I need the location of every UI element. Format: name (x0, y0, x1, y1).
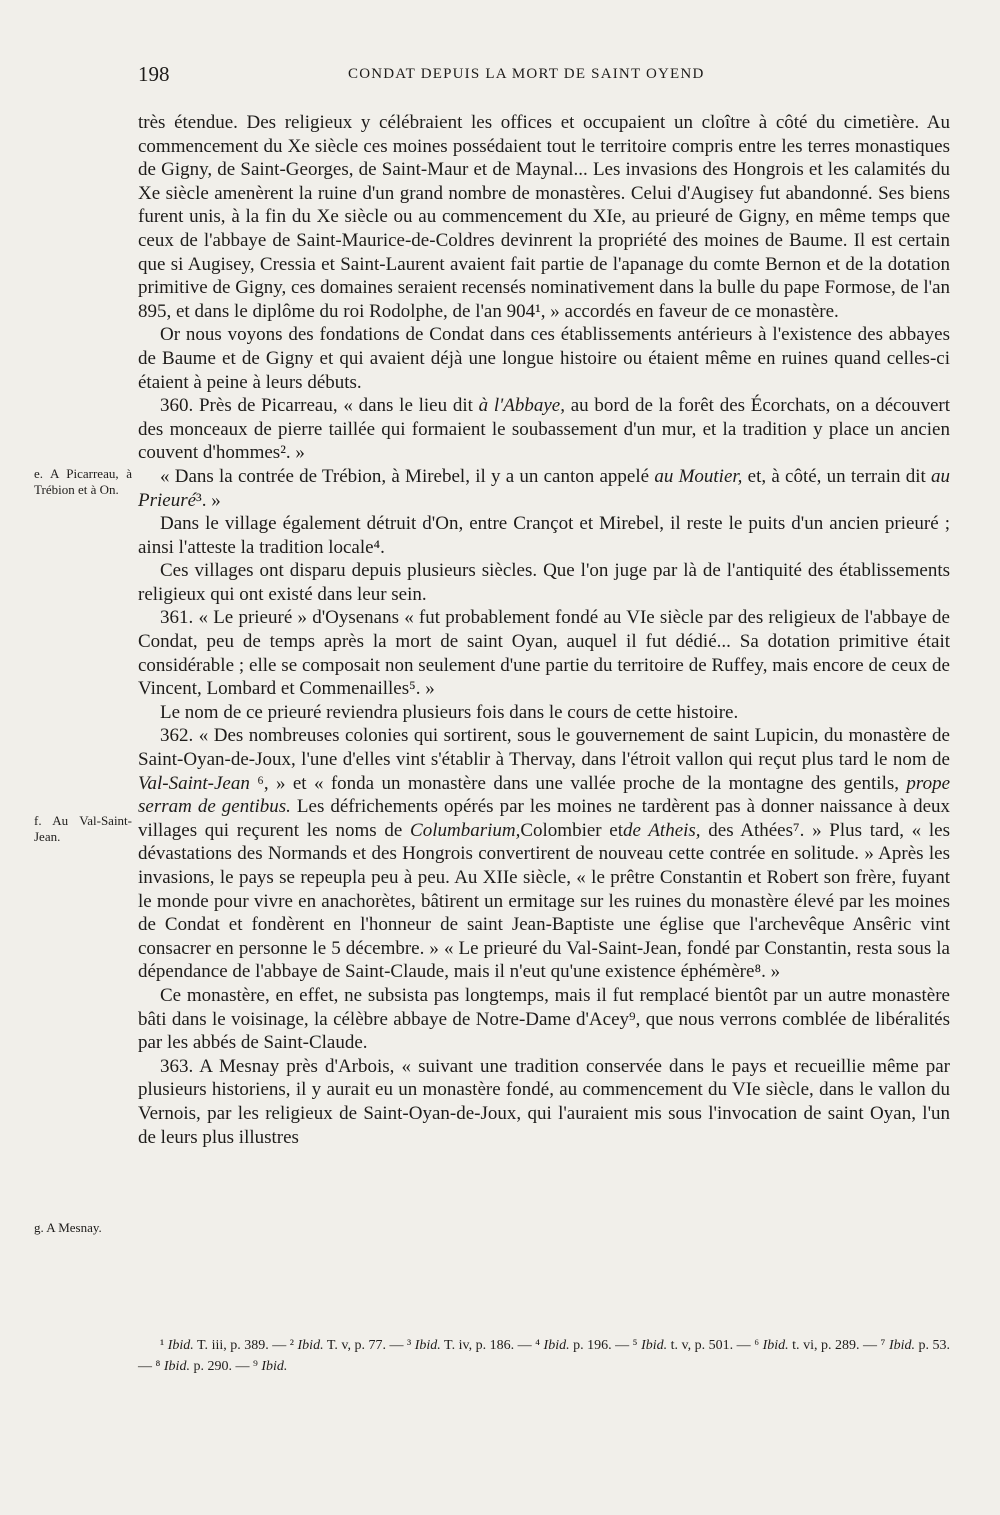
footnotes (138, 1335, 950, 1377)
running-title: CONDAT DEPUIS LA MORT DE SAINT OYEND (348, 66, 705, 82)
paragraph: Ces villages ont disparu depuis plusieurs siècles. Que l'on juge par là de l'antiquité des établissements religieux qui ont existé dans leur sein. (138, 560, 950, 605)
footnote-ibid: Ibid. (641, 1338, 668, 1353)
paragraph: Ce monastère, en effet, ne subsista pas longtemps, mais il fut remplacé bientôt par un autre monastère bâti dans le voisinage, la célèbre abbaye de Notre-Dame d'Acey⁹, que nous verrons comblée de libéralités par les abbés de Saint-Claude. (138, 984, 950, 1054)
italic-text: de Atheis, (623, 819, 701, 841)
page-header (138, 62, 958, 88)
italic-text: Columbarium, (410, 819, 521, 841)
text-run: Les défrichements opérés par les moines ne tardèrent pas à donner naissance à deux villages qui reçurent les noms de (138, 796, 950, 841)
footnote-ibid: Ibid. (163, 1359, 190, 1374)
footnote-number: ⁴ (535, 1338, 544, 1353)
italic-text: au Moutier, (654, 465, 743, 487)
footnote-ref: T. iv, p. 186. — (440, 1338, 536, 1353)
page-number: 198 (138, 62, 170, 86)
paragraph: Or nous voyons des fondations de Condat dans ces établissements antérieurs à l'existence des abbayes de Baume et de Gigny et qui avaient déjà une longue histoire ou étaient même en ruines quand celles-ci étaient à peine à leurs débuts. (138, 324, 950, 393)
footnote-number: ¹ (160, 1338, 168, 1353)
footnote-ibid: Ibid. (762, 1338, 789, 1353)
footnote-number: ⁹ (252, 1359, 262, 1374)
paragraph: Dans le village également détruit d'On, entre Crançot et Mirebel, il reste le puits d'un ancien prieuré ; ainsi l'atteste la tradition locale⁴. (138, 513, 950, 558)
italic-text: au Prieuré (138, 465, 950, 511)
paragraph-360 (138, 394, 950, 465)
paragraph (138, 465, 950, 512)
paragraph-363: 363. A Mesnay près d'Arbois, « suivant une tradition conservée dans le pays et recueillie même par plusieurs historiens, il y aurait eu un monastère fondé, au commencement du VIe siècle, dans le vallon du Vernois, par les religieux de Saint-Oyan-de-Joux, qui l'auraient mis sous l'invocation de saint Oyan, l'un de leurs plus illustres (138, 1055, 950, 1148)
footnote-number: ⁶ (754, 1338, 763, 1353)
footnote-ref: t. vi, p. 289. — (788, 1338, 881, 1353)
text-run: 360. Près de Picarreau, « dans le lieu dit (160, 395, 479, 417)
margin-note-val-saint-jean: f. Au Val-Saint-Jean. (34, 813, 132, 844)
text-run: ⁶, » et « fonda un monastère dans une vallée proche de la montagne des gentils, (249, 772, 907, 794)
margin-note-picarreau: e. A Picarreau, à Trébion et à On. (34, 466, 132, 497)
footnote-number: ³ (407, 1338, 415, 1353)
text-run: « Dans la contrée de Trébion, à Mirebel, il y a un canton appelé (160, 465, 655, 487)
footnote-ibid: Ibid. (297, 1338, 324, 1353)
footnote-ibid: Ibid. (414, 1338, 441, 1353)
text-run: et, à côté, un terrain dit (742, 465, 931, 487)
footnote-ref: p. 53. — (138, 1338, 951, 1374)
italic-text: prope serram de gentibus. (138, 772, 950, 818)
footnote-ibid: Ibid. (543, 1338, 570, 1353)
footnote-ref: T. iii, p. 389. — (193, 1338, 290, 1353)
paragraph: Le nom de ce prieuré reviendra plusieurs fois dans le cours de cette histoire. (160, 701, 739, 723)
footnote-ref: p. 196. — (569, 1338, 633, 1353)
footnote-ibid: Ibid. (167, 1338, 194, 1353)
footnote-ibid: Ibid. (261, 1359, 288, 1374)
body-text (138, 111, 950, 1149)
text-run: 362. « Des nombreuses colonies qui sortirent, sous le gouvernement de saint Lupicin, du monastère de Saint-Oyan-de-Joux, l'une d'elles vint s'établir à Thervay, dans l'étroit vallon qui reçut plus tard le nom de (138, 725, 950, 771)
paragraph-362 (138, 724, 950, 984)
paragraph: très étendue. Des religieux y célébraient les offices et occupaient un cloître à côté du cimetière. Au commencement du Xe siècle ces moines possédaient tout le territoire compris entre les terres monastiques de Gigny, de Saint-Georges, de Saint-Maur et de Maynal... Les invasions des Hongrois et les calamités du Xe siècle amenèrent la ruine d'un grand nombre de monastères. Celui d'Augisey fut abandonné. Ses biens furent unis, à la fin du Xe siècle ou au commencement du XIe, au prieuré de Gigny, en même temps que ceux de l'abbaye de Saint-Maurice-de-Coldres devinrent la propriété des moines de Baume. Il est certain que si Augisey, Cressia et Saint-Laurent avaient fait partie de l'apanage du comte Bernon et de la dotation primitive de Gigny, ces domaines seraient recensés nominativement dans la bulle du pape Formose, de l'an 895, et dans le diplôme du roi Rodolphe, de l'an 904¹, » accordés en faveur de ce monastère. (138, 112, 950, 322)
footnote-number: ⁷ (880, 1338, 889, 1353)
text-run: au bord de la forêt des Écorchats, on a découvert des monceaux de pierre taillée qui formaient le soubassement d'un mur, et la tradition y place un ancien couvent d'hommes². » (138, 395, 950, 464)
italic-text: Val-Saint-Jean (138, 772, 250, 794)
footnote-ref: t. v, p. 501. — (667, 1338, 755, 1353)
text-run: des Athées⁷. » Plus tard, « les dévastations des Normands et des Hongrois convertirent de nouveau cette contrée en solitude. » Après les invasions, le pays se repeupla peu à peu. Au XIIe siècle, « le prêtre Constantin et Robert son frère, fuyant le monde pour vivre en anachorètes, bâtirent un ermitage sur les ruines du monastère élevé par les moines de Condat et fondèrent en l'honneur de saint Jean-Baptiste une église que l'archevêque Ansêric vint consacrer en personne le 5 décembre. » « Le prieuré du Val-Saint-Jean, fondé par Constantin, resta sous la dépendance de l'abbaye de Saint-Claude, mais il n'eut qu'une existence éphémère⁸. » (138, 819, 950, 983)
paragraph-361: 361. « Le prieuré » d'Oysenans « fut probablement fondé au VIe siècle par des religieux de l'abbaye de Condat, peu de temps après la mort de saint Oyan, auquel il fut dédié... Sa dotation primitive était considérable ; elle se composait non seulement d'une partie du territoire de Ruffey, mais encore de ceux de Vincent, Lombard et Commenailles⁵. » (138, 607, 950, 700)
footnote-ibid: Ibid. (888, 1338, 915, 1353)
footnote-ref: T. v, p. 77. — (323, 1338, 408, 1353)
italic-text: à l'Abbaye, (478, 395, 565, 417)
text-run: Colombier et (520, 819, 624, 841)
footnote-number: ⁸ (155, 1359, 164, 1374)
footnote-ref: p. 290. — (189, 1359, 253, 1374)
text-run: ³. » (196, 489, 221, 511)
footnote-number: ⁵ (632, 1338, 642, 1353)
footnote-number: ² (289, 1338, 298, 1353)
margin-note-mesnay: g. A Mesnay. (34, 1220, 102, 1235)
